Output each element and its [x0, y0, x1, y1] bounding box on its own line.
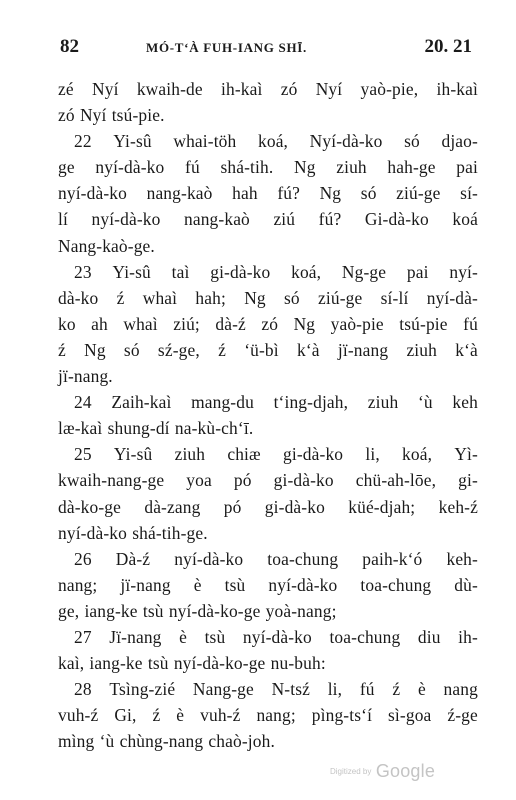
word: Ng: [244, 287, 266, 308]
word: nyí-dà-: [426, 287, 478, 308]
word: ź: [152, 705, 161, 726]
word: sź-ge,: [157, 339, 200, 360]
word: nyí-dà-ko: [242, 626, 312, 647]
word: fú?: [277, 183, 300, 204]
verse-start-line: [58, 441, 478, 467]
word: Nang-kaò-ge.: [58, 235, 155, 256]
word: gi-dà-ko: [283, 444, 344, 465]
word: lí: [58, 209, 68, 230]
word: ź: [58, 339, 66, 360]
text-line: [58, 102, 478, 128]
text-line: [58, 598, 478, 624]
word: iang-ke: [84, 600, 138, 621]
word: dà-ź: [215, 313, 246, 334]
word: nang-kaò: [184, 209, 250, 230]
word: li,: [327, 679, 343, 700]
word: iang-ke: [89, 653, 143, 674]
text-line: [58, 520, 478, 546]
word: nyí-dà-ko: [268, 574, 338, 595]
word: só: [404, 131, 420, 152]
word: djao-: [441, 131, 478, 152]
word: mang-du: [191, 392, 254, 413]
word: fú: [185, 157, 200, 178]
word: sì-goa: [388, 705, 432, 726]
word: kaì,: [58, 653, 85, 674]
word: ź: [116, 287, 125, 308]
word: ź-ge: [447, 705, 478, 726]
word: Gi,: [114, 705, 137, 726]
word: fú: [359, 679, 375, 700]
word: nyí-dà-ko-ge: [173, 653, 266, 674]
word: só: [284, 287, 300, 308]
word: dù-: [454, 574, 478, 595]
word: ziú-ge: [396, 183, 441, 204]
text-line: [58, 154, 478, 180]
word: nang: [443, 679, 478, 700]
word: sí-lí: [380, 287, 409, 308]
word: t‘ing-djah,: [273, 392, 349, 413]
word: 28: [74, 679, 92, 700]
text-line: [58, 467, 478, 493]
word: ge,: [58, 600, 80, 621]
word: toa-chung: [360, 574, 432, 595]
word: ko: [58, 313, 76, 334]
word: pó: [233, 470, 252, 491]
word: dà-ko-ge: [58, 496, 122, 517]
word: Ng: [319, 183, 342, 204]
word: yaò-pie: [330, 313, 384, 334]
word: chaò-joh.: [208, 731, 275, 752]
word: li,: [365, 444, 380, 465]
word: 27: [74, 626, 92, 647]
word: ziú: [273, 209, 296, 230]
text-line: [58, 572, 478, 598]
word: fú: [463, 313, 478, 334]
word: ih-kaì: [436, 79, 478, 99]
text-line: [58, 728, 478, 754]
word: yoa: [186, 470, 212, 491]
word: whaì: [142, 287, 178, 308]
word: zé: [58, 79, 74, 99]
word: vuh-ź: [200, 705, 241, 726]
text-line: [58, 363, 478, 389]
word: ‘ü-bì: [244, 339, 279, 360]
word: dà-zang: [144, 496, 201, 517]
running-title: MÓ-T‘À FUH-IANG SHĪ.: [146, 40, 307, 55]
word: zó: [58, 105, 75, 126]
word: pai: [456, 157, 478, 178]
word: hah-ge: [387, 157, 436, 178]
word: Nyí: [92, 79, 119, 99]
word: gi-dà-ko: [264, 496, 325, 517]
word: ź: [392, 679, 401, 700]
word: Jï-nang: [109, 626, 162, 647]
word: è: [179, 626, 187, 647]
text-line: [58, 76, 478, 102]
chapter-verse: 20. 21: [424, 36, 472, 57]
word: nyí-dà-ko: [174, 548, 244, 569]
watermark-prefix: Digitized by: [330, 767, 372, 776]
word: ‘ù: [99, 731, 115, 752]
text-line: [58, 311, 478, 337]
word: koá,: [291, 261, 322, 282]
word: shá-tih-ge.: [132, 522, 208, 543]
word: læ-kaì: [58, 418, 103, 439]
word: ziuh: [336, 157, 367, 178]
word: ziú;: [173, 313, 200, 334]
digitization-watermark: [330, 761, 435, 782]
word: küé-djah;: [348, 496, 416, 517]
word: na-kù-ch‘ī.: [174, 418, 254, 439]
word: paih-k‘ó: [362, 548, 423, 569]
word: ih-: [458, 626, 478, 647]
word: 26: [74, 548, 92, 569]
word: gi-dà-ko: [210, 261, 271, 282]
text-line: [58, 206, 478, 232]
word: kwaih-de: [136, 79, 203, 99]
word: só: [360, 183, 377, 204]
word: ziú-ge: [318, 287, 363, 308]
word: nyí-dà-ko: [58, 183, 127, 204]
word: ah: [91, 313, 108, 334]
word: koá: [452, 209, 478, 230]
page-number: 82: [60, 36, 79, 57]
word: shung-dí: [107, 418, 170, 439]
verse-start-line: [58, 624, 478, 650]
word: 22: [74, 131, 92, 152]
word: tsù: [142, 600, 164, 621]
word: è: [417, 679, 426, 700]
word: 25: [74, 444, 92, 465]
word: tsú-pie.: [111, 105, 165, 126]
text-line: [58, 650, 478, 676]
word: tsú-pie: [399, 313, 448, 334]
word: Ng: [84, 339, 106, 360]
word: k‘à: [455, 339, 478, 360]
word: tsù: [147, 653, 169, 674]
word: whai-töh: [173, 131, 237, 152]
word: N-tsź: [271, 679, 310, 700]
word: diu: [417, 626, 441, 647]
word: Yi-sû: [112, 261, 151, 282]
word: ziuh: [367, 392, 399, 413]
word: nang;: [256, 705, 296, 726]
verse-start-line: [58, 676, 478, 702]
word: gi-dà-ko: [273, 470, 334, 491]
word: nang;: [58, 574, 98, 595]
text-line: [58, 285, 478, 311]
word: nyí-dà-ko: [91, 209, 161, 230]
word: Ng: [294, 157, 316, 178]
word: chùng-nang: [119, 731, 204, 752]
word: Nyí: [79, 105, 107, 126]
text-line: [58, 180, 478, 206]
word: ziuh: [174, 444, 206, 465]
word: keh-ź: [438, 496, 478, 517]
word: kwaih-nang-ge: [58, 470, 165, 491]
word: pai: [406, 261, 429, 282]
word: Nang-ge: [192, 679, 254, 700]
verse-start-line: [58, 389, 478, 415]
word: ziuh: [406, 339, 437, 360]
running-header: [60, 36, 472, 60]
page-text: [58, 76, 478, 754]
word: gi-: [458, 470, 478, 491]
word: toa-chung: [267, 548, 339, 569]
word: Nyí-dà-ko: [309, 131, 383, 152]
word: chü-ah-lōe,: [355, 470, 437, 491]
text-line: [58, 494, 478, 520]
word: nu-buh:: [270, 653, 326, 674]
word: nyí-: [449, 261, 478, 282]
word: k‘à: [297, 339, 320, 360]
text-line: [58, 337, 478, 363]
verse-start-line: [58, 259, 478, 285]
word: dà-ko: [58, 287, 99, 308]
word: shá-tih.: [220, 157, 274, 178]
word: koá,: [258, 131, 289, 152]
word: vuh-ź: [58, 705, 99, 726]
word: jï-nang: [120, 574, 171, 595]
word: nyí-dà-ko: [58, 522, 127, 543]
word: mìng: [58, 731, 95, 752]
word: nang-kaò: [146, 183, 213, 204]
word: hah;: [195, 287, 226, 308]
word: Ng: [293, 313, 316, 334]
word: Zaih-kaì: [111, 392, 172, 413]
word: nyí-dà-ko-ge: [168, 600, 261, 621]
word: nyí-dà-ko: [95, 157, 165, 178]
word: ge: [58, 157, 75, 178]
word: zó: [261, 313, 279, 334]
word: Gi-dà-ko: [364, 209, 429, 230]
verse-start-line: [58, 128, 478, 154]
word: tsù: [204, 626, 226, 647]
word: toa-chung: [329, 626, 401, 647]
verse-start-line: [58, 546, 478, 572]
word: zó: [280, 79, 298, 99]
word: 24: [74, 392, 92, 413]
word: è: [176, 705, 185, 726]
word: jï-nang.: [58, 366, 113, 387]
text-line: [58, 702, 478, 728]
word: Dà-ź: [115, 548, 151, 569]
word: ih-kaì: [221, 79, 263, 99]
word: yaò-pie,: [360, 79, 419, 99]
text-line: [58, 415, 478, 441]
word: pó: [223, 496, 242, 517]
word: sí-: [460, 183, 478, 204]
text-line: [58, 233, 478, 259]
word: keh: [452, 392, 478, 413]
word: fú?: [318, 209, 342, 230]
word: Nyí: [315, 79, 343, 99]
word: Tsìng-zié: [109, 679, 176, 700]
word: taì: [171, 261, 190, 282]
word: pìng-ts‘í: [311, 705, 373, 726]
word: jï-nang: [337, 339, 389, 360]
word: è: [193, 574, 202, 595]
word: chiæ: [227, 444, 261, 465]
word: koá,: [402, 444, 433, 465]
word: só: [123, 339, 140, 360]
word: hah: [232, 183, 258, 204]
word: whaì: [123, 313, 158, 334]
word: Ng-ge: [341, 261, 387, 282]
word: 23: [74, 261, 92, 282]
word: Yì-: [454, 444, 478, 465]
word: ‘ù: [417, 392, 433, 413]
word: Yi-sû: [113, 131, 152, 152]
word: tsù: [224, 574, 246, 595]
word: ź: [218, 339, 226, 360]
word: keh-: [446, 548, 478, 569]
word: Yi-sû: [113, 444, 153, 465]
watermark-brand: Google: [375, 761, 436, 781]
word: yoà-nang;: [265, 600, 337, 621]
